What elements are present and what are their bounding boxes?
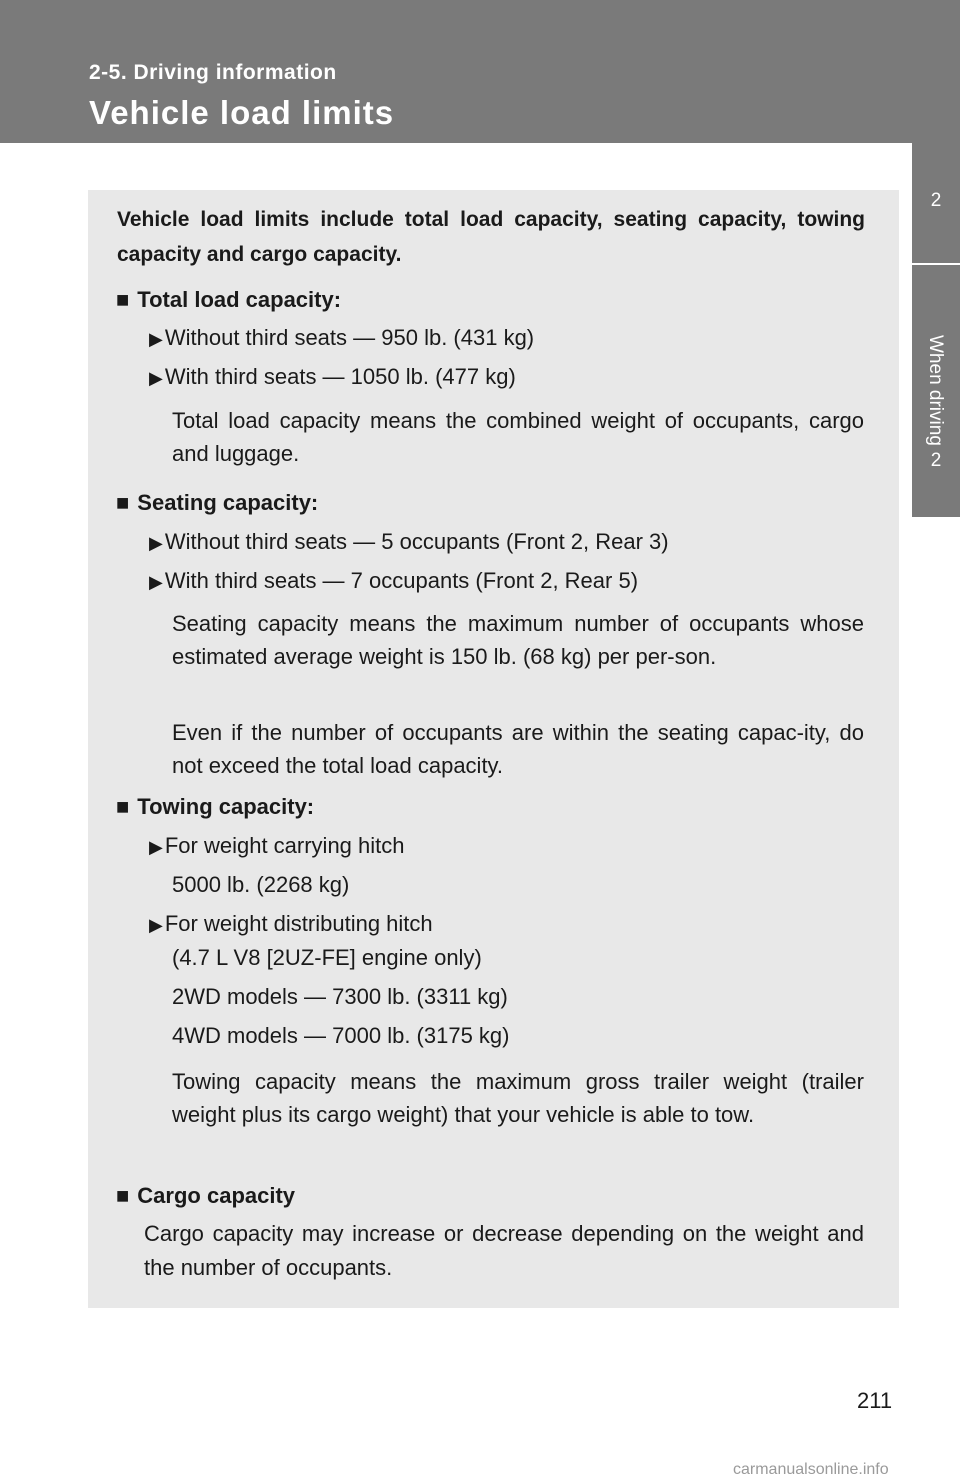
heading-seating-text: Seating capacity: [137,490,319,515]
watermark: carmanualsonline.info [733,1461,889,1478]
square-bullet-icon: ■ [116,287,130,312]
heading-total-load-text: Total load capacity: [137,287,342,312]
bullet-text: Without third seats — 5 occupants (Front 2, Rear 3) [164,529,669,554]
heading-cargo-text: Cargo capacity [137,1183,296,1208]
heading-cargo [116,1183,295,1209]
square-bullet-icon: ■ [116,1183,130,1208]
chapter-number: 2 [930,450,942,471]
bullet-item [149,911,433,937]
triangle-bullet-icon: ▶ [149,837,163,857]
seating-note-2: Even if the number of occupants are within the seating capac-ity, do not exceed the total load capacity. [172,720,864,778]
bullet-item [149,364,516,390]
square-bullet-icon: ■ [116,490,130,515]
chapter-name: When driving [925,335,946,446]
bullet-text: With third seats — 7 occupants (Front 2, Rear 5) [164,568,639,593]
towing-2wd: 2WD models — 7300 lb. (3311 kg) [172,984,508,1009]
page-title: Vehicle load limits [89,94,395,131]
section-label: 2-5. Driving information [89,61,337,84]
heading-towing [116,794,314,820]
triangle-bullet-icon: ▶ [149,572,163,592]
triangle-bullet-icon: ▶ [149,329,163,349]
seating-note: Seating capacity means the maximum number of occupants whose estimated average weight is 150 lb. (68 kg) per per-son. [172,611,864,669]
towing-carrying-value: 5000 lb. (2268 kg) [172,872,350,897]
bullet-text: Without third seats — 950 lb. (431 kg) [164,325,535,350]
towing-engine-note: (4.7 L V8 [2UZ-FE] engine only) [172,945,482,970]
bullet-item [149,325,534,351]
header-bar [0,0,960,143]
towing-4wd: 4WD models — 7000 lb. (3175 kg) [172,1023,510,1048]
bullet-item [149,529,669,555]
total-load-note: Total load capacity means the combined weight of occupants, cargo and luggage. [172,408,864,466]
heading-towing-text: Towing capacity: [137,794,315,819]
triangle-bullet-icon: ▶ [149,533,163,553]
triangle-bullet-icon: ▶ [149,368,163,388]
towing-note: Towing capacity means the maximum gross trailer weight (trailer weight plus its cargo weight) that your vehicle is able to tow. [172,1069,864,1127]
cargo-note: Cargo capacity may increase or decrease depending on the weight and the number of occupants. [144,1221,864,1280]
intro-text: Vehicle load limits include total load capacity, seating capacity, towing capacity and cargo capacity. [117,208,865,266]
heading-seating [116,490,318,516]
bullet-text: With third seats — 1050 lb. (477 kg) [164,364,516,389]
bullet-text: For weight carrying hitch [164,833,405,858]
page-number: 211 [857,1388,893,1413]
triangle-bullet-icon: ▶ [149,915,163,935]
square-bullet-icon: ■ [116,794,130,819]
bullet-item [149,568,638,594]
bullet-text: For weight distributing hitch [164,911,433,936]
heading-total-load [116,287,341,313]
chapter-number-label: 2 [930,190,942,211]
bullet-item [149,833,405,859]
chapter-tab-labels [912,143,960,517]
